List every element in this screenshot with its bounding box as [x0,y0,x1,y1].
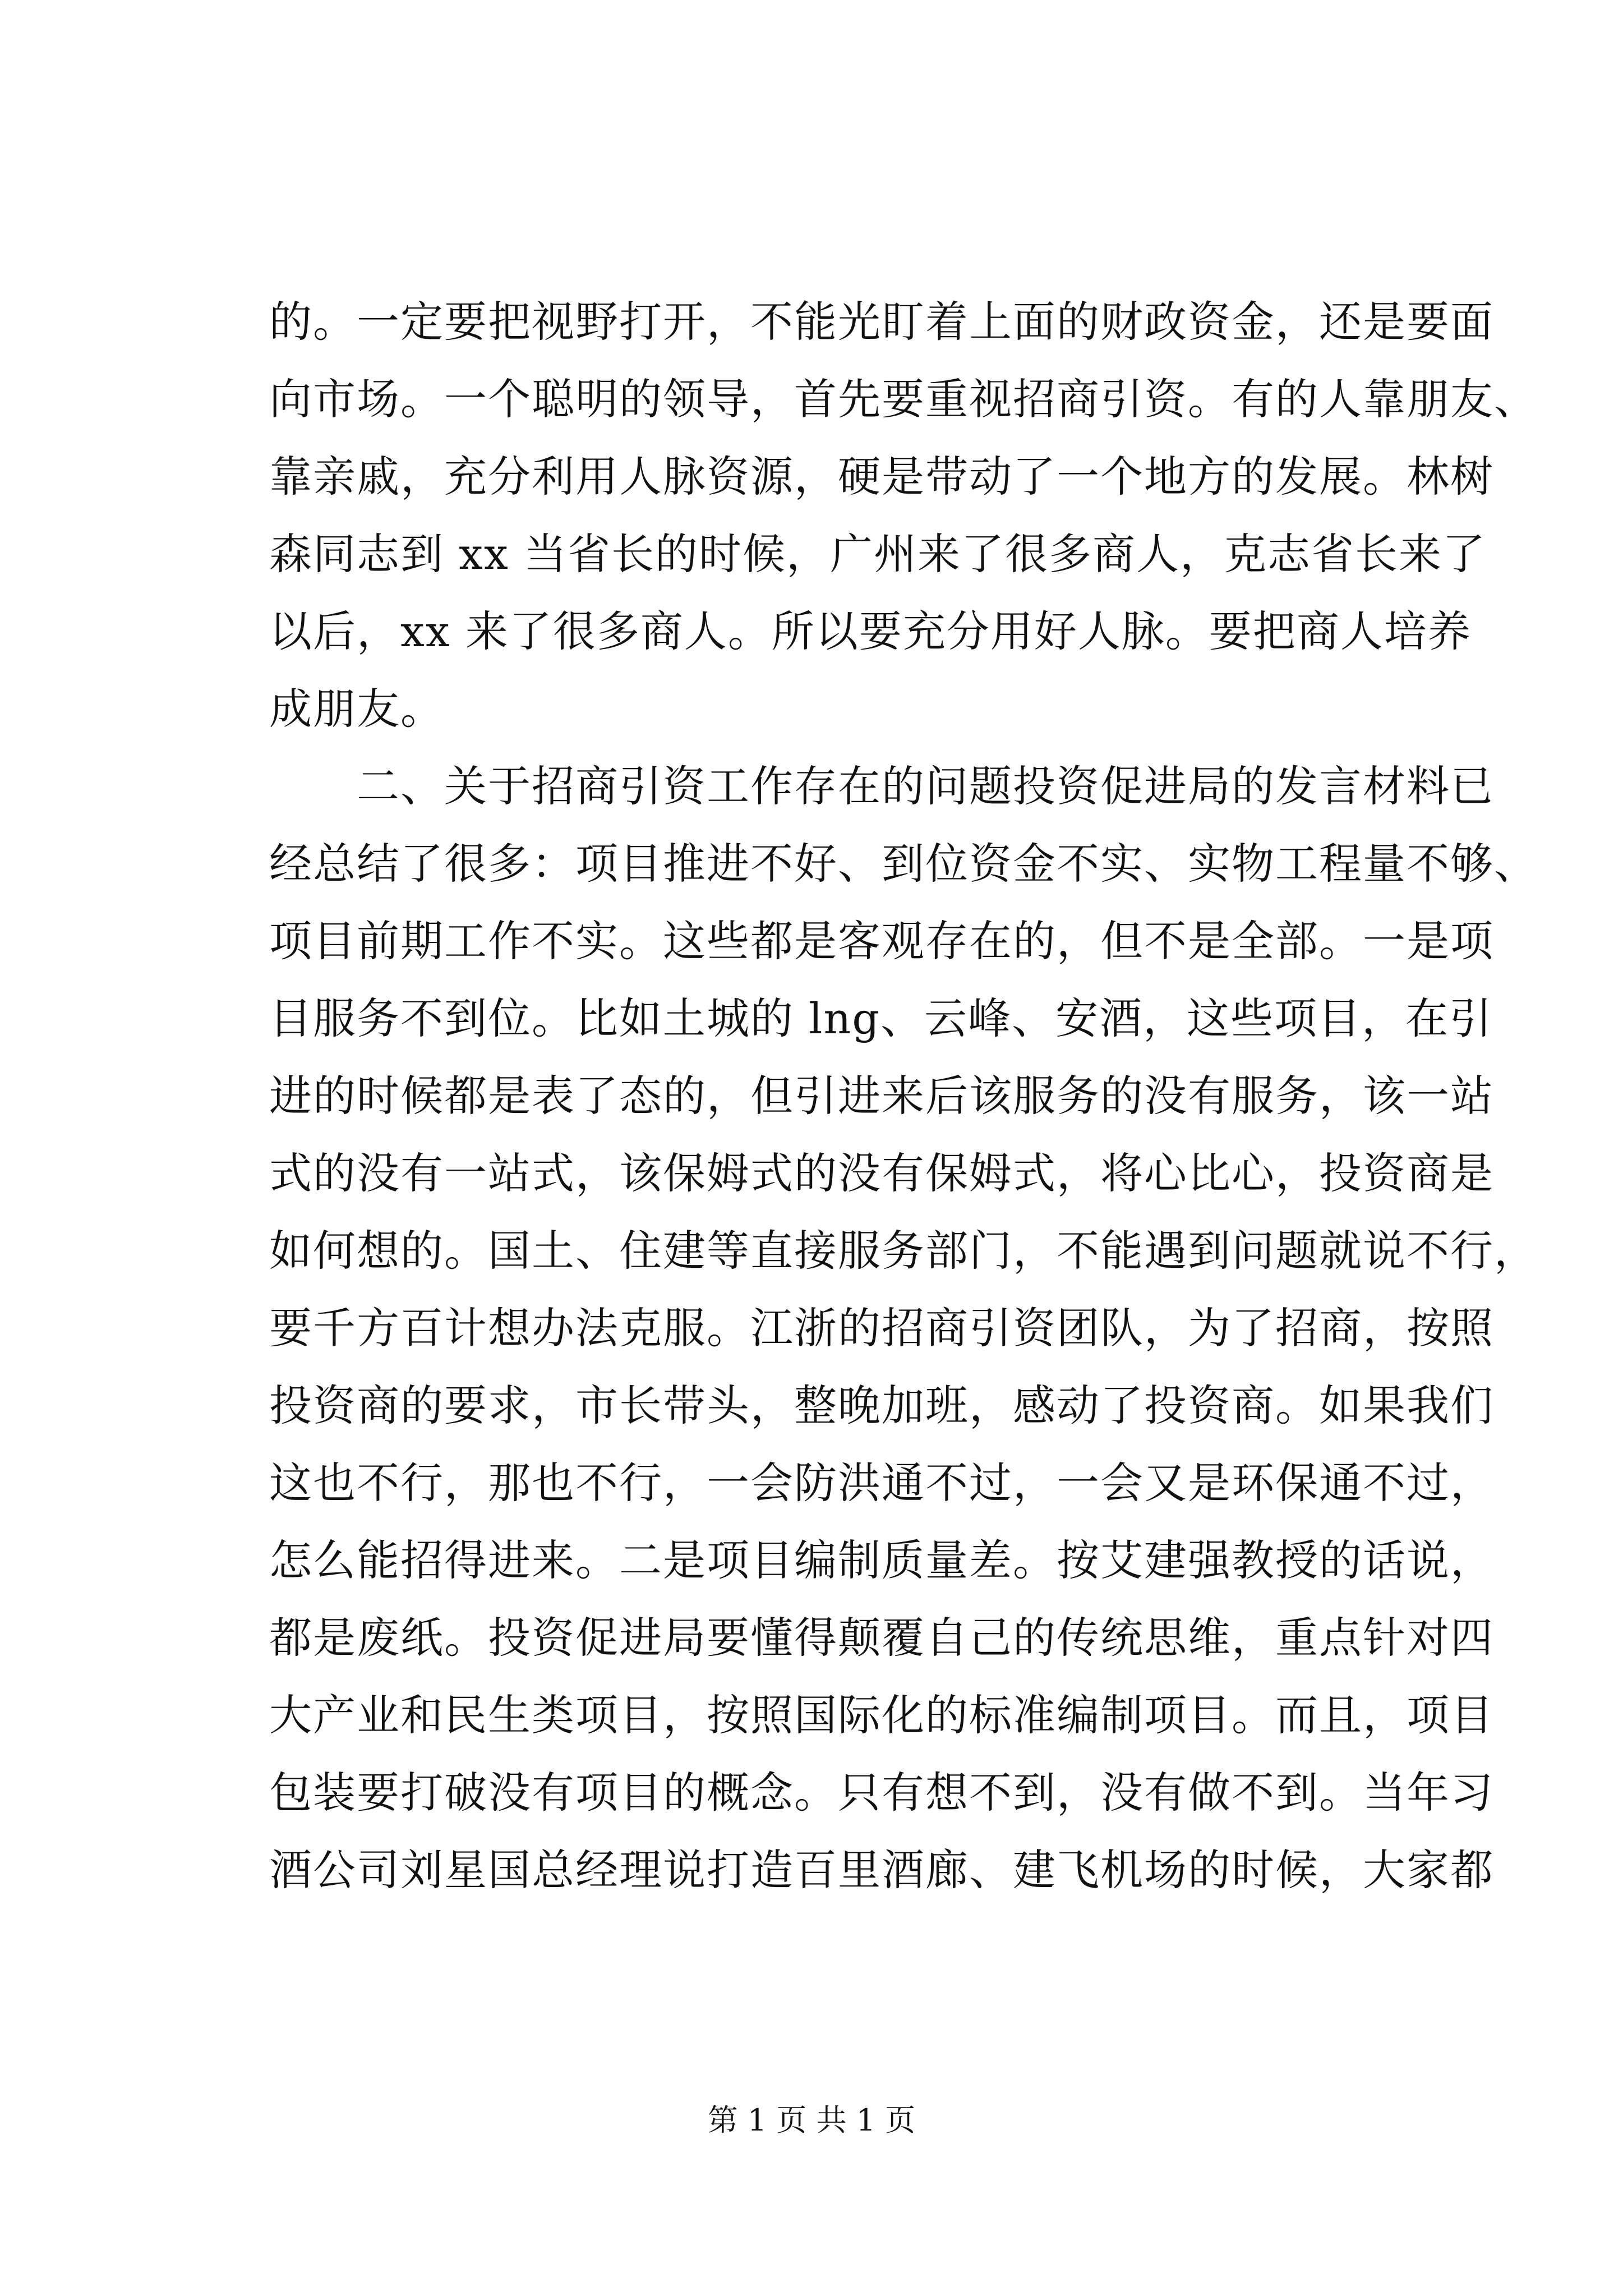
text-line: 要千方百计想办法克服。江浙的招商引资团队，为了招商，按照 [269,1303,1494,1353]
page-footer [0,2101,1623,2140]
text-line: 经总结了很多：项目推进不好、到位资金不实、实物工程量不够、 [269,839,1538,889]
text-line: 如何想的。国土、住建等直接服务部门，不能遇到问题就说不行， [269,1226,1538,1276]
text-line: 成朋友。 [269,684,444,734]
text-line: 包装要打破没有项目的概念。只有想不到，没有做不到。当年习 [269,1768,1494,1818]
text-line: 向市场。一个聪明的领导，首先要重视招商引资。有的人靠朋友、 [269,374,1538,424]
text-line: 二、关于招商引资工作存在的问题投资促进局的发言材料已 [269,761,1494,811]
text-line: 都是废纸。投资促进局要懂得颠覆自己的传统思维，重点针对四 [269,1613,1494,1663]
text-line: 目服务不到位。比如土城的 lng、云峰、安酒，这些项目，在引 [269,993,1493,1043]
text-line: 酒公司刘星国总经理说打造百里酒廊、建飞机场的时候，大家都 [269,1845,1494,1895]
text-line: 怎么能招得进来。二是项目编制质量差。按艾建强教授的话说， [269,1535,1494,1585]
text-line: 大产业和民生类项目，按照国际化的标准编制项目。而且，项目 [269,1690,1494,1740]
text-line: 进的时候都是表了态的，但引进来后该服务的没有服务，该一站 [269,1071,1494,1121]
text-line: 这也不行，那也不行，一会防洪通不过，一会又是环保通不过， [269,1458,1494,1508]
text-line: 以后，xx 来了很多商人。所以要充分用好人脉。要把商人培养 [269,606,1472,656]
text-line: 式的没有一站式，该保姆式的没有保姆式，将心比心，投资商是 [269,1148,1494,1198]
text-line: 项目前期工作不实。这些都是客观存在的，但不是全部。一是项 [269,916,1494,966]
page-number: 第 1 页 共 1 页 [707,2102,916,2138]
text-line: 靠亲戚，充分利用人脉资源，硬是带动了一个地方的发展。林树 [269,452,1494,501]
text-line: 的。一定要把视野打开，不能光盯着上面的财政资金，还是要面 [269,297,1494,347]
text-line: 投资商的要求，市长带头，整晚加班，感动了投资商。如果我们 [269,1381,1494,1430]
body-text [269,283,1538,1909]
text-line: 森同志到 xx 当省长的时候，广州来了很多商人，克志省长来了 [269,529,1487,579]
